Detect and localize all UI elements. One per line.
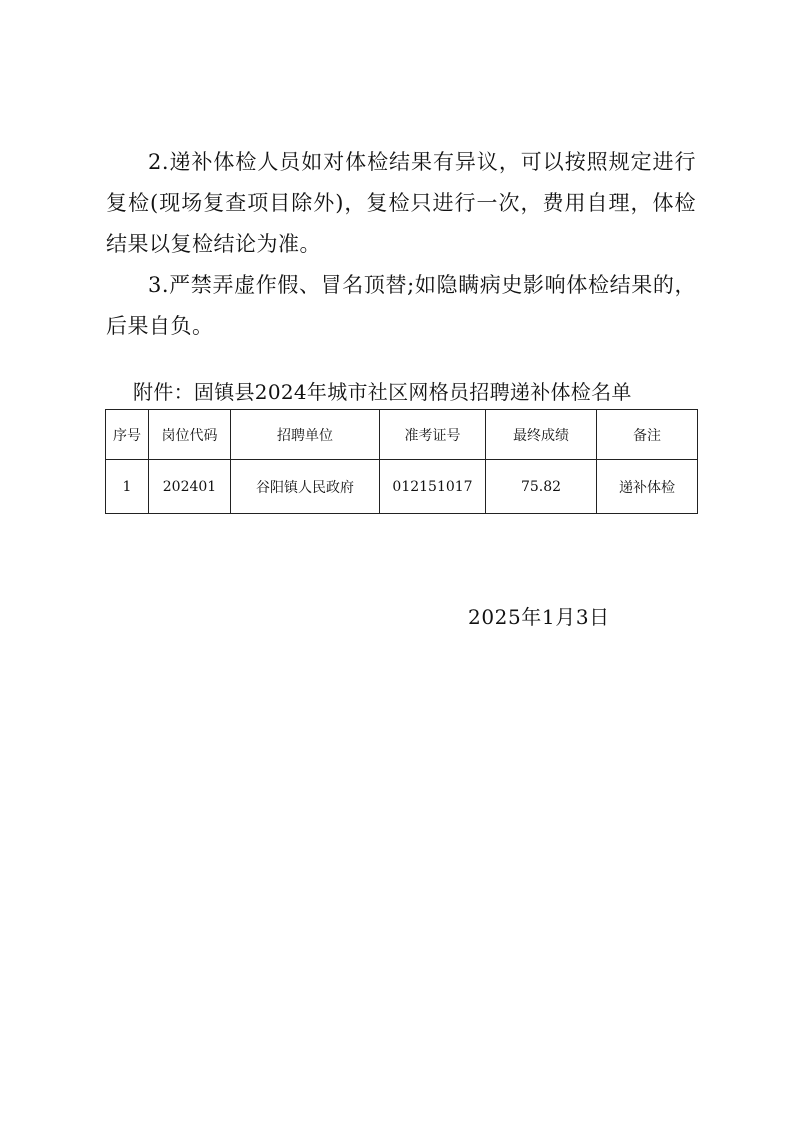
cell-unit: 谷阳镇人民政府: [231, 460, 380, 514]
header-ticket-number: 准考证号: [380, 410, 486, 460]
cell-final-score: 75.82: [486, 460, 597, 514]
table-header-row: [106, 410, 698, 460]
header-seq: 序号: [106, 410, 149, 460]
header-post-code: 岗位代码: [149, 410, 231, 460]
header-final-score: 最终成绩: [486, 410, 597, 460]
paragraph-item-3: 3.严禁弄虚作假、冒名顶替;如隐瞒病史影响体检结果的，后果自负。: [106, 273, 696, 338]
cell-post-code: 202401: [149, 460, 231, 514]
roster-table: [105, 409, 698, 514]
cell-ticket-number: 012151017: [380, 460, 486, 514]
cell-remark: 递补体检: [597, 460, 698, 514]
header-remark: 备注: [597, 410, 698, 460]
signature-date: 2025年1月3日: [468, 605, 610, 629]
attachment-caption: 附件：固镇县2024年城市社区网格员招聘递补体检名单: [133, 380, 632, 404]
paragraph-item-2: 2.递补体检人员如对体检结果有异议，可以按照规定进行复检(现场复查项目除外)，复检只进行一次，费用自理，体检结果以复检结论为准。: [106, 150, 696, 256]
header-unit: 招聘单位: [231, 410, 380, 460]
cell-seq: 1: [106, 460, 149, 514]
table-row: [106, 460, 698, 514]
